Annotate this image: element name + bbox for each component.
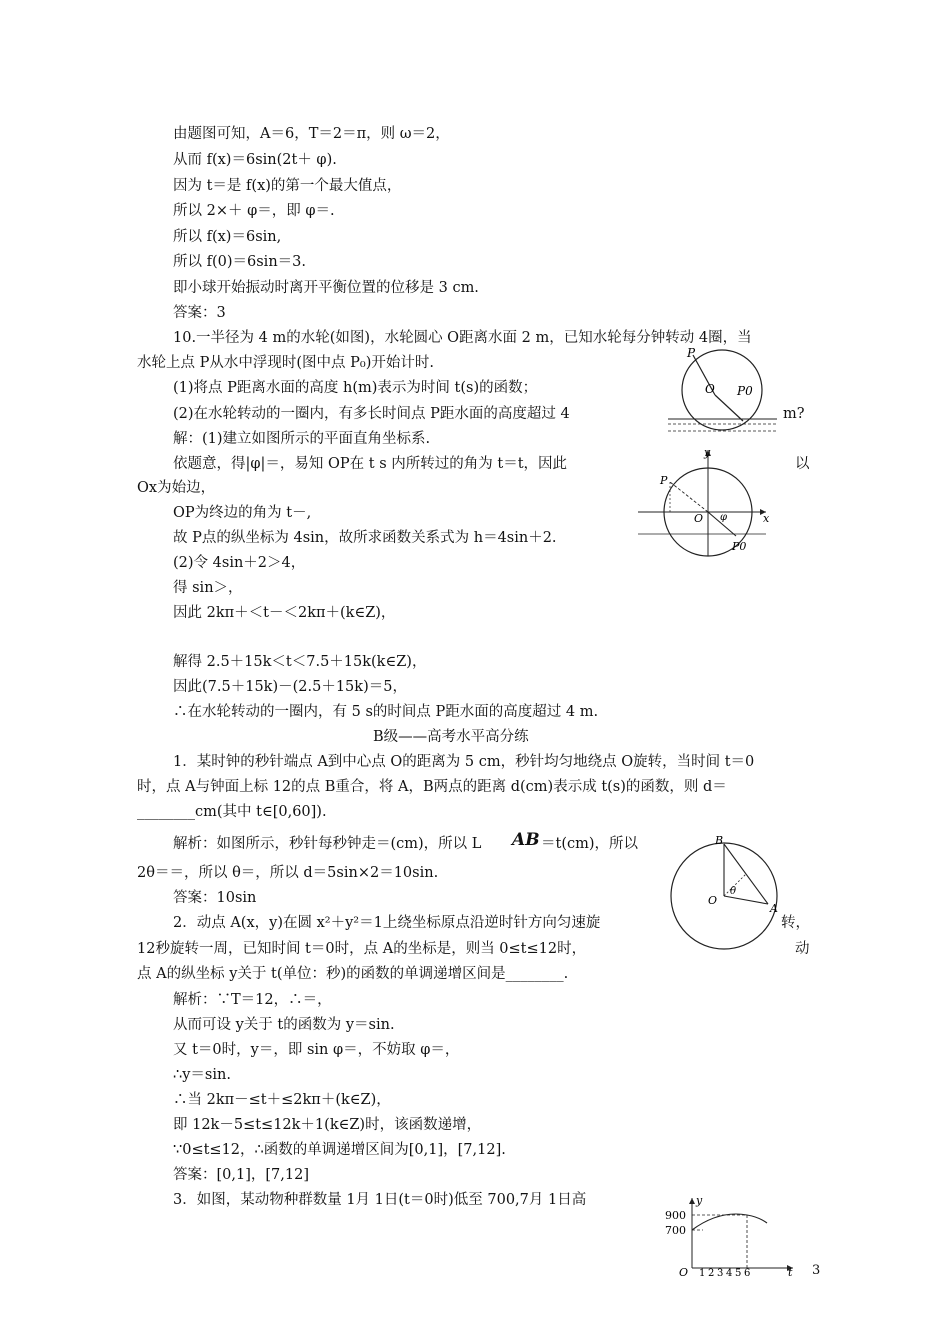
problem-10: 10.一半径为 4 m的水轮(如图)，水轮圆心 O距离水面 2 m，已知水轮每分钟转动 4圈，当 (173, 330, 752, 346)
problem-1: 1．某时钟的秒针端点 A到中心点 O的距离为 5 cm，秒针均匀地绕点 O旋转，当时间 t＝0 (173, 754, 755, 770)
text-line: 以 (795, 456, 810, 472)
text-line: 所以 f(0)＝6sin＝3. (173, 254, 306, 270)
tick-2: 2 (708, 1268, 715, 1278)
text-line: Ox为始边， (137, 480, 216, 496)
wheel-coordinate-figure (636, 448, 776, 558)
label-O: O (705, 382, 715, 396)
text-line: 所以 2×＋ φ＝，即 φ＝. (173, 203, 335, 219)
text-line: m? (783, 406, 805, 422)
problem-3: 3．如图，某动物种群数量 1月 1日(t＝0时)低至 700,7月 1日高 (173, 1192, 587, 1208)
text-line: 即小球开始振动时离开平衡位置的位移是 3 cm. (173, 280, 479, 296)
text-line: 因此(7.5＋15k)－(2.5＋15k)＝5， (173, 679, 407, 695)
label-theta: θ (730, 886, 737, 897)
label-O: O (679, 1266, 689, 1278)
text-line: (2)令 4sin＋2＞4， (173, 555, 306, 571)
label-O: O (694, 512, 704, 525)
text-line: 解：(1)建立如图所示的平面直角坐标系. (173, 431, 431, 447)
text-line: 转， (781, 915, 810, 931)
text-line: 从而 f(x)＝6sin(2t＋ φ). (173, 152, 337, 168)
label-A: A (770, 902, 778, 915)
label-900: 900 (665, 1209, 686, 1222)
text-line: 因为 t＝是 f(x)的第一个最大值点， (173, 178, 402, 194)
text-line: 12秒旋转一周，已知时间 t＝0时，点 A的坐标是，则当 0≤t≤12时， (137, 941, 587, 957)
label-x: x (763, 512, 770, 525)
text-line: ∴y＝sin. (173, 1067, 231, 1083)
text-line: 动 (795, 941, 810, 957)
text-line: 所以 f(x)＝6sin, (173, 229, 282, 245)
text-line: ∴当 2kπ－≤t＋≤2kπ＋(k∈Z)， (173, 1092, 391, 1108)
population-graph (663, 1196, 803, 1278)
text-line: 时，点 A与钟面上标 12的点 B重合，将 A，B两点的距离 d(cm)表示成 t(s)的函数，则 d＝ (137, 779, 727, 795)
label-O: O (708, 894, 718, 907)
text-line: 从而可设 y关于 t的函数为 y＝sin. (173, 1017, 395, 1033)
problem-2: 2．动点 A(x，y)在圆 x²＋y²＝1上绕坐标原点沿逆时针方向匀速旋 (173, 915, 601, 931)
text-line: 水轮上点 P从水中浮现时(图中点 P₀)开始计时. (137, 355, 434, 371)
text-line: 2θ＝＝，所以 θ＝，所以 d＝5sin×2＝10sin. (137, 865, 439, 881)
text-line: 因此 2kπ＋＜t－＜2kπ＋(k∈Z)， (173, 605, 396, 621)
clock-figure (666, 832, 786, 952)
water-wheel-figure (665, 345, 785, 435)
text-line: ∵0≤t≤12，∴函数的单调递增区间为[0,1]，[7,12]. (173, 1142, 506, 1158)
text-line: 解得 2.5＋15k＜t＜7.5＋15k(k∈Z)， (173, 654, 427, 670)
text-line: 答案：[0,1]，[7,12] (173, 1167, 309, 1183)
tick-3: 3 (717, 1268, 724, 1278)
text-line: (1)将点 P距离水面的高度 h(m)表示为时间 t(s)的函数； (173, 380, 538, 396)
page-number: 3 (812, 1263, 821, 1278)
text-line: ∴在水轮转动的一圈内，有 5 s的时间点 P距水面的高度超过 4 m. (173, 704, 599, 720)
text-line: 故 P点的纵坐标为 4sin，故所求函数关系式为 h＝4sin＋2. (173, 530, 557, 546)
text-line: 解析：如图所示，秒针每秒钟走＝(cm)，所以 L (173, 836, 482, 852)
text-line: 又 t＝0时，y＝，即 sin φ＝，不妨取 φ＝， (173, 1042, 460, 1058)
label-phi: φ (720, 512, 728, 523)
section-heading: B级——高考水平高分练 (373, 729, 529, 745)
text-line: 答案：3 (173, 305, 226, 321)
label-P0: P0 (732, 540, 747, 553)
tick-4: 4 (726, 1268, 733, 1278)
label-P: P (660, 474, 668, 487)
text-line: ＝t(cm)，所以 (541, 836, 639, 852)
label-700: 700 (665, 1224, 686, 1237)
tick-5: 5 (735, 1268, 742, 1278)
label-P0: P0 (737, 384, 753, 398)
text-line: 点 A的纵坐标 y关于 t(单位：秒)的函数的单调递增区间是________. (137, 966, 569, 982)
text-line: 解析：∵T＝12，∴＝， (173, 992, 332, 1008)
text-line: (2)在水轮转动的一圈内，有多长时间点 P距水面的高度超过 4 (173, 406, 570, 422)
label-B: B (715, 834, 724, 847)
arc-label: AB (512, 830, 540, 850)
text-line: OP为终边的角为 t－, (173, 505, 312, 521)
text-line: 即 12k－5≤t≤12k＋1(k∈Z)时，该函数递增， (173, 1117, 482, 1133)
text-line: 得 sin＞， (173, 580, 243, 596)
tick-1: 1 (699, 1268, 706, 1278)
text-line: 答案：10sin (173, 890, 257, 906)
label-y: y (696, 1196, 703, 1207)
label-t: t (788, 1266, 793, 1278)
text-line: 依题意，得|φ|＝，易知 OP在 t s 内所转过的角为 t＝t，因此 (173, 456, 568, 472)
text-line: ________cm(其中 t∈[0,60]). (137, 804, 327, 820)
label-P: P (687, 346, 696, 360)
tick-6: 6 (744, 1268, 751, 1278)
label-y: y (704, 448, 711, 459)
text-line: 由题图可知，A＝6，T＝2＝π，则 ω＝2， (173, 126, 450, 142)
